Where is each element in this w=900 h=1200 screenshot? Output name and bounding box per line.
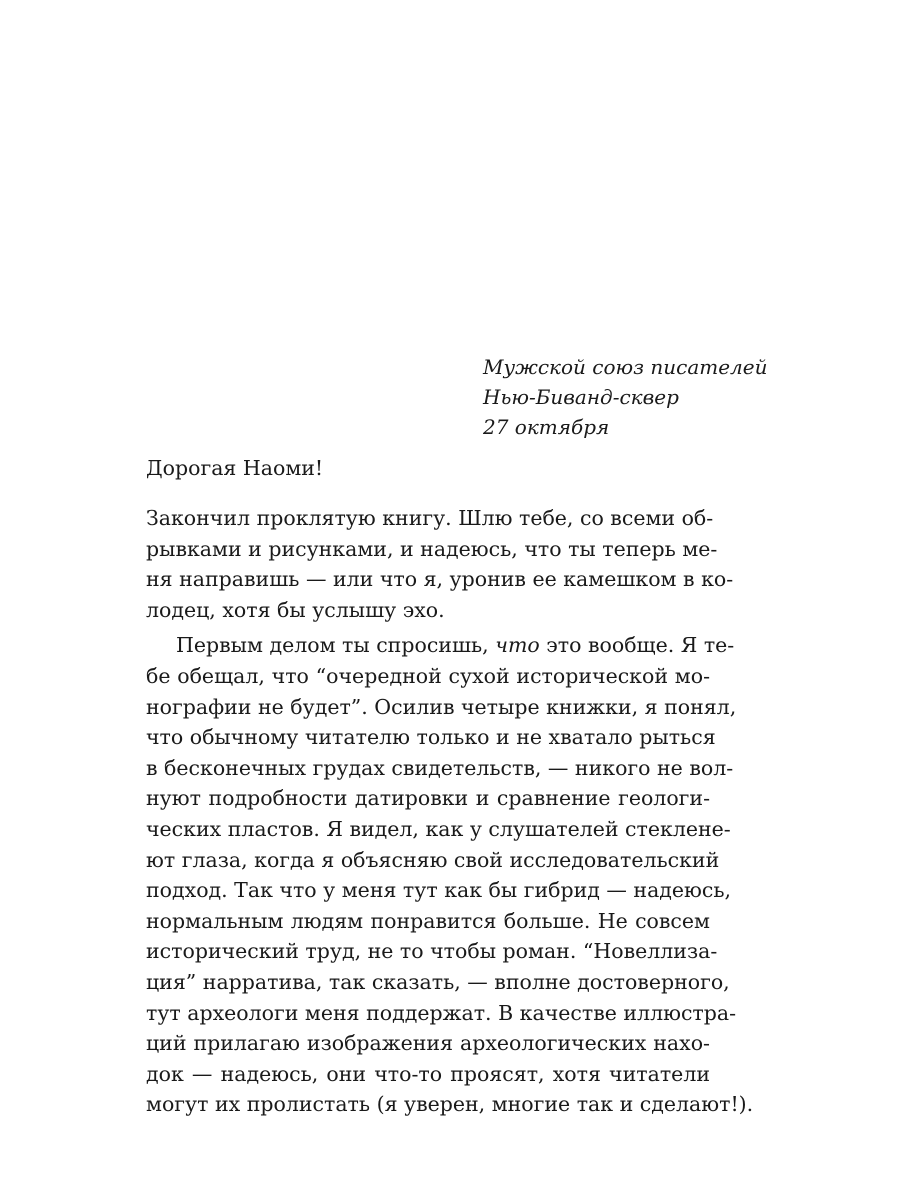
text-line: док — надеюсь, они что-то проясят, хотя читатели	[146, 1061, 710, 1086]
letter-header	[483, 352, 783, 442]
text-fragment: Первым делом ты спросишь,	[176, 633, 496, 658]
text-line: бе обещал, что “очередной сухой исторической мо-	[146, 663, 710, 688]
text-line: могут их пролистать (я уверен, многие так и сделают!).	[146, 1092, 754, 1117]
text-line: ций прилагаю изображения археологических нахо-	[146, 1031, 710, 1056]
letter-greeting: Дорогая Наоми!	[146, 456, 324, 480]
paragraph-2	[146, 630, 754, 1120]
text-line: ческих пластов. Я видел, как у слушателей стеклене-	[146, 816, 731, 841]
text-line: исторический труд, не то чтобы роман. “Новеллиза-	[146, 939, 718, 964]
text-line: лодец, хотя бы услышу эхо.	[146, 597, 445, 622]
text-line: ция” нарратива, так сказать, — вполне достоверного,	[146, 969, 730, 994]
text-fragment: это вообще. Я те-	[539, 633, 735, 658]
text-line: в бесконечных грудах свидетельств, — никого не вол-	[146, 755, 734, 780]
letter-date: 27 октября	[483, 415, 610, 439]
text-line: нографии не будет”. Осилив четыре книжки, я понял,	[146, 694, 737, 719]
letter-body	[146, 453, 754, 1120]
text-line: Закончил проклятую книгу. Шлю тебе, со всеми об-	[146, 506, 714, 530]
text-line: тут археологи меня поддержат. В качестве иллюстра-	[146, 1000, 737, 1025]
italic-word: что	[495, 633, 540, 658]
sender-address: Нью-Биванд-сквер	[483, 385, 679, 409]
text-line: ют глаза, когда я объясняю свой исследовательский	[146, 847, 720, 872]
text-line: рывками и рисунками, и надеюсь, что ты теперь ме-	[146, 536, 718, 561]
text-line: ня направишь — или что я, уронив ее камешком в ко-	[146, 567, 734, 592]
text-line	[146, 630, 735, 661]
text-line: нормальным людям понравится больше. Не совсем	[146, 908, 710, 933]
sender-organization: Мужской союз писателей	[483, 355, 768, 379]
text-line: что обычному читателю только и не хватало рыться	[146, 725, 716, 750]
text-line: подход. Так что у меня тут как бы гибрид — надеюсь,	[146, 878, 732, 903]
paragraph-1	[146, 503, 734, 625]
text-line: нуют подробности датировки и сравнение геологи-	[146, 786, 710, 811]
